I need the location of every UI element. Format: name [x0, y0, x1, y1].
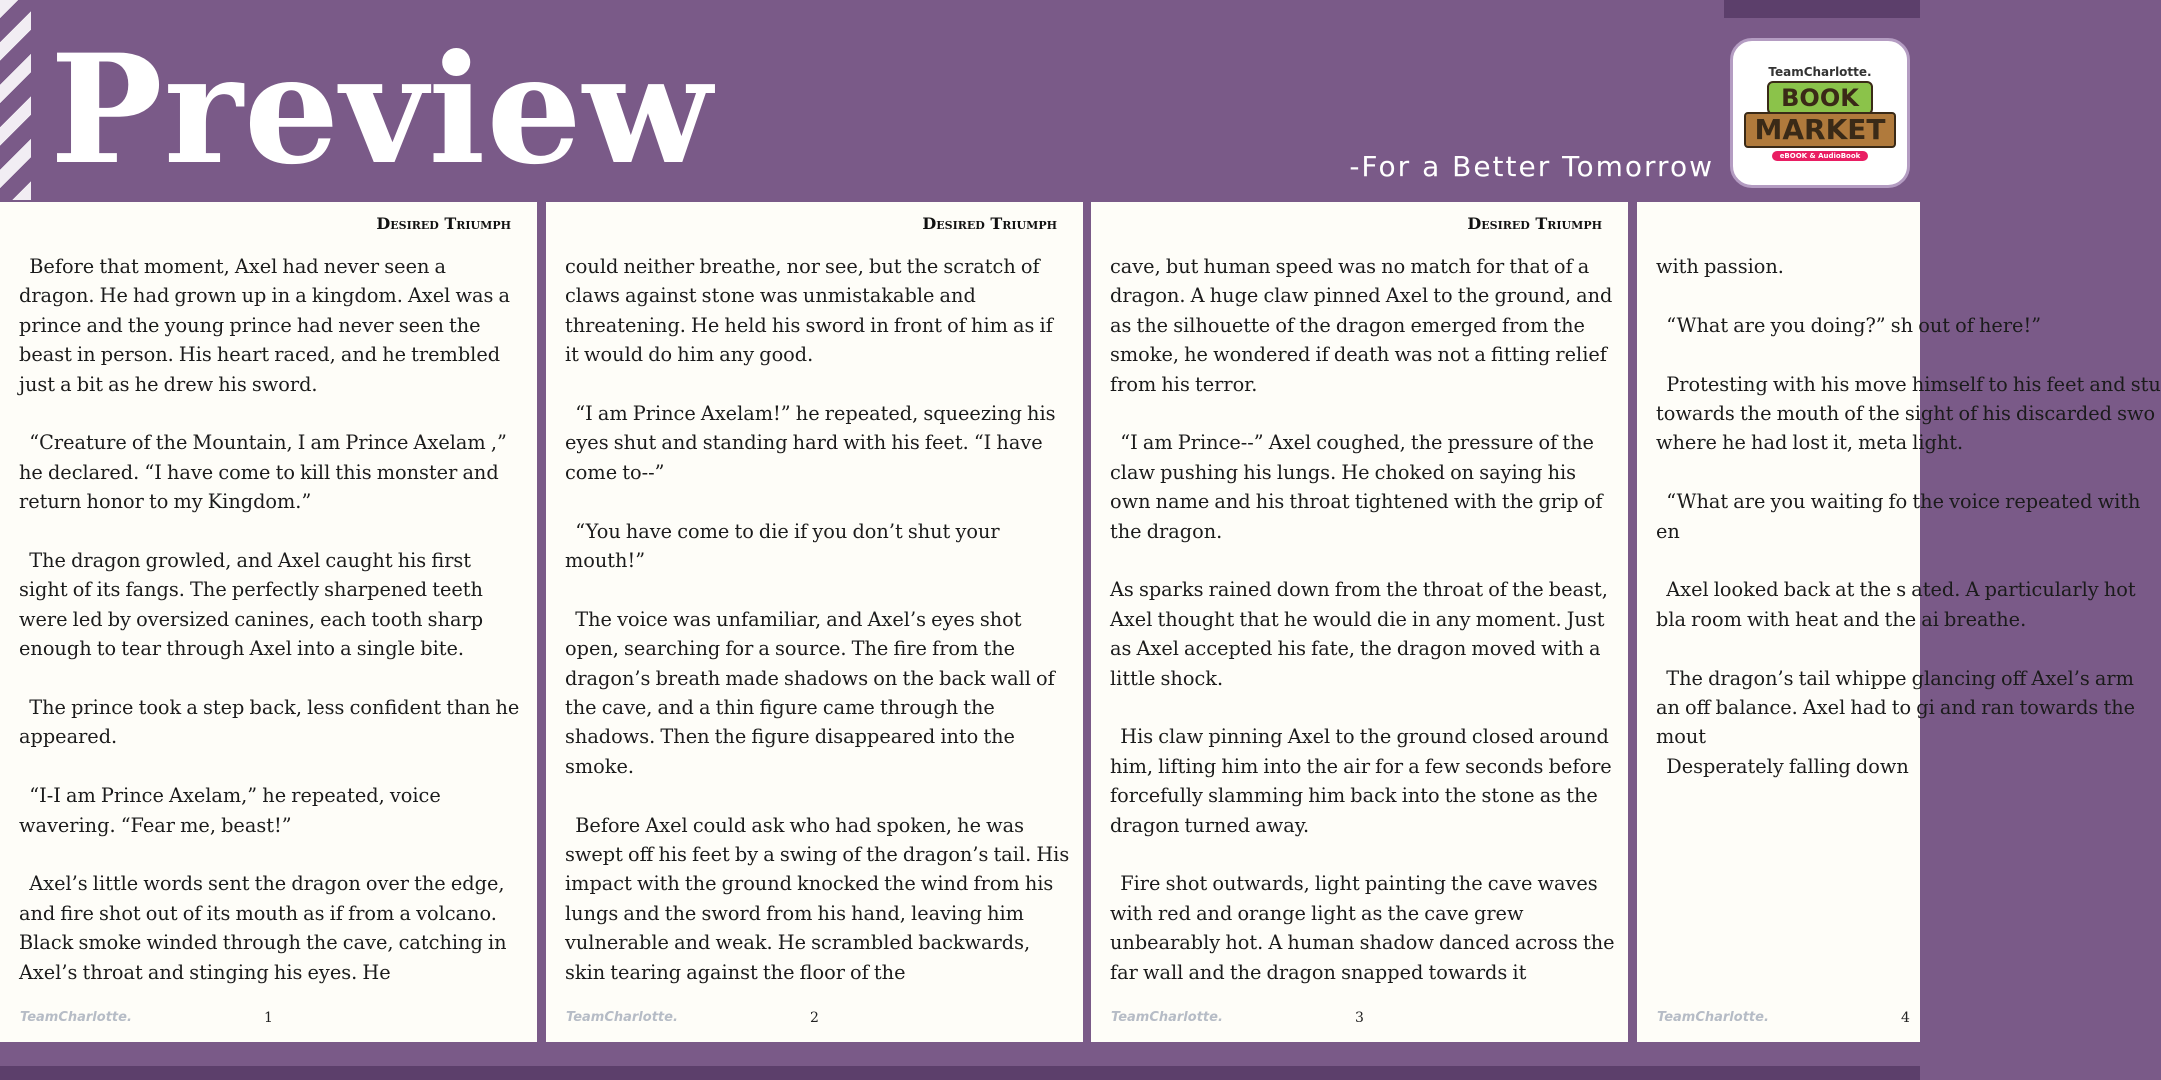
paragraph: Axel looked back at the s ated. A particularly hot bla room with heat and the ai breathe.: [1656, 578, 2141, 631]
bottom-band: [0, 1066, 1920, 1080]
page-number: 2: [810, 1010, 819, 1026]
page-title: Preview: [50, 22, 713, 198]
book-page-3[interactable]: [1091, 202, 1628, 1042]
page-text: [1656, 252, 2161, 992]
book-page-4[interactable]: [1637, 202, 2161, 1042]
paragraph: “I-I am Prince Axelam,” he repeated, voice wavering. “Fear me, beast!”: [19, 784, 446, 837]
paragraph: “What are you waiting fo the voice repeated with en: [1656, 490, 2146, 543]
tagline: -For a Better Tomorrow: [1349, 150, 1714, 183]
paragraph: “I am Prince--” Axel coughed, the pressure of the claw pushing his lungs. He choked on saying his own name and his throat tightened with the grip of the dragon.: [1110, 431, 1608, 543]
page-text: [19, 252, 524, 992]
paragraph: “I am Prince Axelam!” he repeated, squeezing his eyes shut and standing hard with his feet. “I have come to--”: [565, 402, 1061, 484]
paragraph: His claw pinning Axel to the ground closed around him, lifting him into the air for a few seconds before forcefully slamming him back into the stone as the dragon turned away.: [1110, 725, 1617, 837]
paragraph: Protesting with his move himself to his feet and stu towards the mouth of the sight of his discarded swo where he had lost it, meta light.: [1656, 372, 2161, 455]
paragraph: cave, but human speed was no match for that of a dragon. A huge claw pinned Axel to the ground, and as the silhouette of the dragon emerged from the smoke, he wondered if death was not a fitting relief from his terror.: [1110, 255, 1618, 396]
running-head: Desired Triumph: [376, 214, 511, 233]
footer-logo: TeamCharlotte.: [1657, 1010, 1769, 1025]
paragraph: As sparks rained down from the throat of the beast, Axel thought that he would die in any moment. Just as Axel accepted his fate, the dragon moved with a little shock.: [1110, 578, 1613, 690]
page-number: 1: [264, 1010, 273, 1026]
page-text: [565, 252, 1075, 992]
running-head: Desired Triumph: [922, 214, 1057, 233]
paragraph: The prince took a step back, less confident than he appeared.: [19, 696, 525, 749]
page-number: 4: [1901, 1010, 1910, 1026]
page-text: [1110, 252, 1620, 992]
paragraph: could neither breathe, nor see, but the scratch of claws against stone was unmistakable and threatening. He held his sword in front of him as if it would do him any good.: [565, 255, 1058, 367]
decorative-stripes: [0, 0, 31, 200]
footer-logo: TeamCharlotte.: [566, 1010, 678, 1025]
paragraph: Before Axel could ask who had spoken, he was swept off his feet by a swing of the dragon’s tail. His impact with the ground knocked the wind from his lungs and the sword from his hand, leaving him vulnerable and weak. He scrambled backwards, skin tearing against the floor of the: [565, 813, 1075, 984]
header: [0, 0, 1920, 200]
running-head: Desired Triumph: [1467, 214, 1602, 233]
book-page-1[interactable]: [0, 202, 537, 1042]
footer-logo: TeamCharlotte.: [1111, 1010, 1223, 1025]
paragraph: “What are you doing?” sh out of here!”: [1656, 313, 2042, 337]
footer-logo: TeamCharlotte.: [20, 1010, 132, 1025]
corner-accent-bar: [1724, 0, 1920, 18]
book-market-logo[interactable]: [1730, 38, 1910, 188]
book-page-2[interactable]: [546, 202, 1083, 1042]
paragraph: Axel’s little words sent the dragon over the edge, and fire shot out of its mouth as if from a volcano. Black smoke winded through the cave, catching in Axel’s throat and stinging his eyes. He: [19, 872, 512, 984]
paragraph: with passion.: [1656, 255, 1784, 278]
logo-book-text: BOOK: [1767, 81, 1873, 115]
logo-team-text: TeamCharlotte.: [1768, 65, 1872, 79]
paragraph: Before that moment, Axel had never seen a dragon. He had grown up in a kingdom. Axel was a prince and the young prince had never seen the beast in person. His heart raced, and he trembled just a bit as he drew his sword.: [19, 255, 516, 396]
logo-market-text: MARKET: [1744, 112, 1895, 148]
paragraph: The voice was unfamiliar, and Axel’s eyes shot open, searching for a source. The fire from the dragon’s breath made shadows on the back wall of the cave, and a thin figure came through the shadows. Then the figure disappeared into the smoke.: [565, 607, 1060, 778]
logo-subtitle: eBOOK & AudioBook: [1772, 151, 1869, 161]
paragraph: The dragon’s tail whippe glancing off Axel’s arm an off balance. Axel had to gi and ran towards the mout Desperately falling down: [1656, 666, 2136, 778]
paragraph: “You have come to die if you don’t shut your mouth!”: [565, 519, 1005, 573]
paragraph: “Creature of the Mountain, I am Prince Axelam ,” he declared. “I have come to kill this monster and return honor to my Kingdom.”: [19, 431, 512, 514]
page-number: 3: [1355, 1010, 1364, 1026]
paragraph: The dragon growled, and Axel caught his first sight of its fangs. The perfectly sharpened teeth were led by oversized canines, each tooth sharp enough to tear through Axel into a single bite.: [19, 549, 489, 661]
paragraph: Fire shot outwards, light painting the cave waves with red and orange light as the cave grew unbearably hot. A human shadow danced across the far wall and the dragon snapped towards it: [1110, 872, 1620, 984]
